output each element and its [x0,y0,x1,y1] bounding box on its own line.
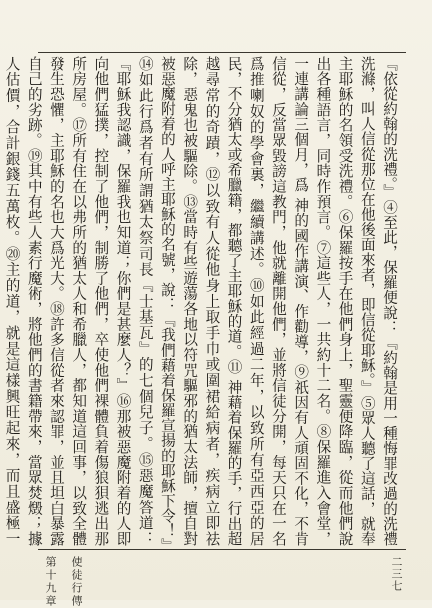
page-number: 二三七 [390,556,403,592]
running-head [24,556,84,608]
chapter-label: 第十九章 [44,556,57,608]
bottom-rule [38,549,406,550]
paragraph-1: 『依從約翰的洗禮。』④至此，保羅便說：『約翰是用一種悔罪改過的洗禮洗滌，叫人信從那位在他後面來者，即信從耶穌。』⑤眾人聽了這話，就奉主耶穌的名領受洗禮。⑥保羅按手在他們身上，聖靈便降臨，從而他們說出各種語言，同時作預言。⑦這些人，一共約十二名。⑧保羅進入會堂，一連講論三個月，爲 神的國作講演、作勸導，⑨祇因有人頑固不化，不肯信從，反當眾毀謗這教門，他就離開他們，並將信徒分開，每天只在一名爲推喇奴的學會裏，繼續講述。⑩如此經過二年，以致所有亞西亞的居民，不分猶太或希臘籍，都聽了主耶穌的道。⑪ 神藉着保羅的手，行出超越尋常的奇蹟，⑫以致有人從他身上取手巾或圍裙給病者，疾病立即祛除，惡鬼也被驅除。⑬當時有些遊蕩各地以符咒驅邪的猶太法師，擅自對被惡魔附着的人呼主耶穌的名號，說：『我們藉着保羅宣揚的耶穌下令！』⑭如此行爲者有所謂猶太祭司長『士基瓦』的七個兒子。⑮惡魔答道：『耶穌我認識，保羅我也知道；你們是甚麼人？』⑯那被惡魔附着的人即向他們猛撲，控制了他們，制勝了他們，卒使他們裸體負着傷狼狽逃出那所房屋。⑰所有住在以弗所的猶太人和希臘人，都知道這回事，以致全體發生恐懼，主耶穌的名也大爲光大。⑱許多信從者來認罪，並且坦白暴露自己的劣跡。⑲其中有些人素行魔術，將他們的書籍帶來，當眾焚燬；據人估價，合計銀錢五萬枚。⑳主的道，就是這樣興旺起來，而且盛極一 [3,56,398,546]
body-text [3,56,400,546]
top-rule [38,52,406,53]
book-title: 使徒行傳 [70,556,83,608]
